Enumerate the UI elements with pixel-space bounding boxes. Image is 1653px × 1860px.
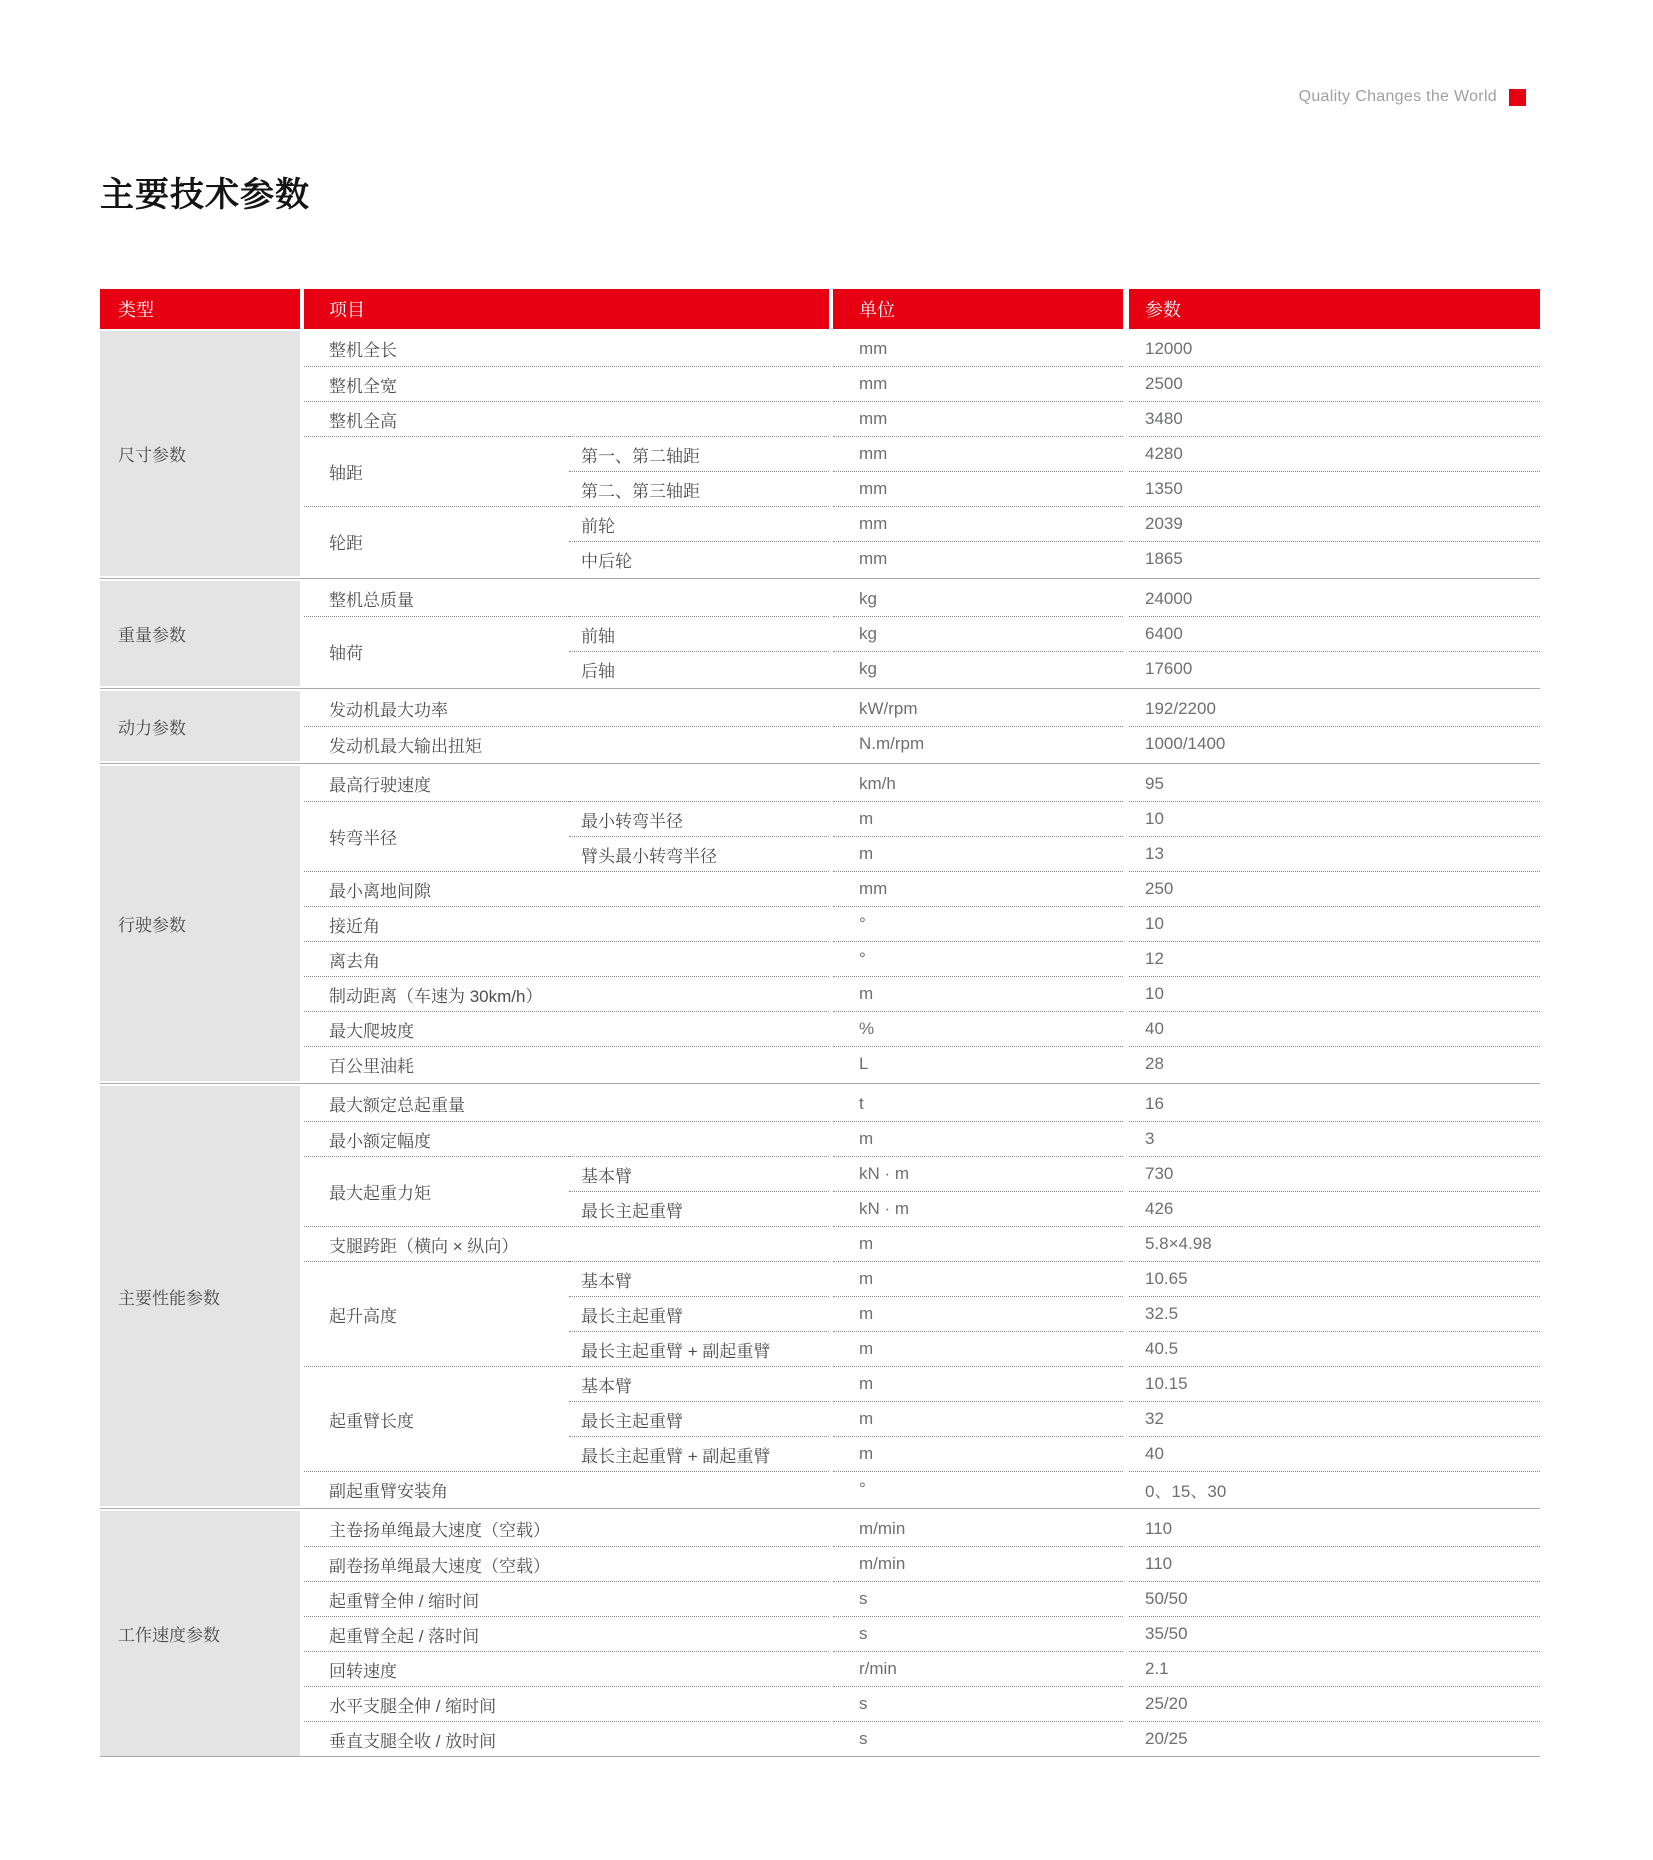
table-row-cells	[829, 906, 1540, 941]
table-subrow	[829, 1511, 1540, 1546]
table-subrow	[829, 1226, 1540, 1261]
table-row	[304, 1046, 1540, 1081]
table-subrow	[829, 871, 1540, 906]
spec-subitem-label: 最长主起重臂	[569, 1401, 829, 1436]
spec-parameter-value: 10.65	[1129, 1261, 1540, 1296]
table-subrow	[569, 1401, 1540, 1436]
spec-subitem-label: 中后轮	[569, 541, 829, 576]
spec-item-label: 整机全宽	[304, 366, 829, 401]
table-row-cells	[829, 581, 1540, 616]
spec-group	[100, 331, 1540, 576]
spec-item-label: 垂直支腿全收 / 放时间	[304, 1721, 829, 1756]
spec-parameter-value: 10.15	[1129, 1366, 1540, 1401]
table-row	[304, 331, 1540, 366]
spec-unit-value: mm	[833, 401, 1123, 436]
spec-parameter-value: 35/50	[1129, 1616, 1540, 1651]
table-subrow	[829, 1616, 1540, 1651]
column-header-unit: 单位	[833, 289, 1123, 329]
table-subrow	[569, 1366, 1540, 1401]
spec-unit-value: °	[833, 1471, 1123, 1506]
spec-parameter-value: 20/25	[1129, 1721, 1540, 1756]
spec-subitem-label: 后轴	[569, 651, 829, 686]
table-row-cells	[829, 1511, 1540, 1546]
page-title: 主要技术参数	[100, 176, 310, 214]
spec-item-label: 起重臂长度	[304, 1366, 569, 1471]
spec-item-label: 最大额定总起重量	[329, 1096, 465, 1115]
table-subrow	[829, 1471, 1540, 1506]
spec-parameter-value: 6400	[1129, 616, 1540, 651]
spec-item-label: 制动距离（车速为 30km/h）	[304, 976, 829, 1011]
spec-parameter-value: 1350	[1129, 471, 1540, 506]
table-row-cells	[569, 1366, 1540, 1471]
table-row-cells	[829, 1686, 1540, 1721]
table-subrow	[829, 1686, 1540, 1721]
spec-item-label: 轴距	[304, 436, 569, 506]
brand-slogan: Quality Changes the World	[1298, 88, 1497, 105]
table-row	[304, 801, 1540, 871]
spec-group-rows	[304, 581, 1540, 686]
table-row-cells	[829, 401, 1540, 436]
table-row-cells	[569, 506, 1540, 576]
table-row-cells	[569, 1261, 1540, 1366]
spec-unit-value: s	[833, 1616, 1123, 1651]
table-subrow	[569, 836, 1540, 871]
table-subrow	[829, 366, 1540, 401]
spec-item-label: 接近角	[304, 906, 829, 941]
spec-subitem-label: 基本臂	[569, 1156, 829, 1191]
spec-unit-value: kW/rpm	[859, 698, 918, 718]
table-row	[304, 871, 1540, 906]
table-row-cells	[829, 1651, 1540, 1686]
spec-parameter-value: 2500	[1129, 366, 1540, 401]
spec-parameter-value: 50/50	[1129, 1581, 1540, 1616]
brand-mark-icon	[1509, 89, 1526, 106]
spec-unit-value: s	[833, 1686, 1123, 1721]
spec-item-label: 最高行驶速度	[329, 776, 431, 795]
spec-subitem-label: 基本臂	[569, 1261, 829, 1296]
spec-item-label: 发动机最大输出扭矩	[304, 726, 829, 761]
table-row	[304, 1011, 1540, 1046]
table-row	[304, 1651, 1540, 1686]
table-row-cells	[829, 1546, 1540, 1581]
table-row-cells	[569, 801, 1540, 871]
table-row-cells	[829, 1086, 1540, 1121]
table-subrow	[569, 436, 1540, 471]
spec-item-label: 水平支腿全伸 / 缩时间	[304, 1686, 829, 1721]
spec-parameter-value: 250	[1129, 871, 1540, 906]
table-row-cells	[829, 1121, 1540, 1156]
spec-subitem-label: 第二、第三轴距	[569, 471, 829, 506]
spec-item-label: 最小离地间隙	[304, 871, 829, 906]
table-row	[304, 581, 1540, 616]
spec-parameter-value: 110	[1145, 1518, 1173, 1538]
spec-parameter-value: 40	[1129, 1011, 1540, 1046]
table-subrow	[829, 331, 1540, 366]
table-subrow	[829, 941, 1540, 976]
table-subrow	[569, 1331, 1540, 1366]
spec-item-label: 支腿跨距（横向 × 纵向）	[304, 1226, 829, 1261]
spec-unit-value: t	[859, 1093, 864, 1113]
spec-group-type-label: 重量参数	[100, 581, 300, 686]
spec-parameter-value: 192/2200	[1145, 698, 1216, 718]
table-row	[304, 941, 1540, 976]
spec-subitem-label: 最长主起重臂	[569, 1296, 829, 1331]
table-row-cells	[829, 871, 1540, 906]
spec-group-rows	[304, 691, 1540, 761]
spec-parameter-value: 32	[1129, 1401, 1540, 1436]
spec-parameter-value: 1865	[1129, 541, 1540, 576]
table-row-cells	[829, 941, 1540, 976]
table-subrow	[569, 1156, 1540, 1191]
spec-item-label: 起重臂全伸 / 缩时间	[304, 1581, 829, 1616]
table-subrow	[829, 1011, 1540, 1046]
table-header-row	[100, 289, 1540, 329]
spec-group	[100, 1083, 1540, 1506]
spec-parameter-value: 28	[1129, 1046, 1540, 1081]
spec-unit-value: m	[833, 1121, 1123, 1156]
spec-unit-value: m	[833, 836, 1123, 871]
spec-item-label: 最大爬坡度	[304, 1011, 829, 1046]
table-row-cells	[829, 976, 1540, 1011]
spec-unit-value: kN · m	[833, 1191, 1123, 1226]
spec-unit-value: m	[833, 801, 1123, 836]
table-row	[304, 1546, 1540, 1581]
table-subrow	[569, 651, 1540, 686]
spec-unit-value: L	[833, 1046, 1123, 1081]
spec-unit-value: s	[833, 1721, 1123, 1756]
table-row-cells	[829, 1471, 1540, 1506]
spec-item-label: 最大起重力矩	[304, 1156, 569, 1226]
table-row	[304, 1226, 1540, 1261]
spec-subitem-label: 基本臂	[569, 1366, 829, 1401]
spec-item-label: 轮距	[304, 506, 569, 576]
spec-item-label: 最小额定幅度	[304, 1121, 829, 1156]
spec-item-label: 主卷扬单绳最大速度（空载）	[329, 1521, 550, 1540]
table-row	[304, 366, 1540, 401]
spec-parameter-value: 110	[1129, 1546, 1540, 1581]
spec-group-type-label: 主要性能参数	[100, 1086, 300, 1506]
table-subrow	[569, 506, 1540, 541]
table-row	[304, 1721, 1540, 1756]
table-row-cells	[829, 726, 1540, 761]
spec-unit-value: N.m/rpm	[833, 726, 1123, 761]
table-body	[100, 331, 1540, 1757]
table-subrow	[569, 541, 1540, 576]
spec-unit-value: m/min	[859, 1518, 906, 1538]
table-row	[304, 726, 1540, 761]
spec-unit-value: s	[833, 1581, 1123, 1616]
spec-item-label: 起升高度	[304, 1261, 569, 1366]
spec-parameter-value: 40	[1129, 1436, 1540, 1471]
spec-parameter-value: 2039	[1129, 506, 1540, 541]
spec-unit-value: mm	[833, 506, 1123, 541]
spec-unit-value: mm	[833, 471, 1123, 506]
spec-parameter-value: 2.1	[1129, 1651, 1540, 1686]
spec-subitem-label: 最长主起重臂 + 副起重臂	[569, 1331, 829, 1366]
spec-item-label: 整机总质量	[329, 591, 414, 610]
table-subrow	[569, 1296, 1540, 1331]
spec-parameter-value: 17600	[1129, 651, 1540, 686]
table-row-cells	[569, 616, 1540, 686]
spec-parameter-value: 24000	[1145, 588, 1193, 608]
spec-parameter-value: 13	[1129, 836, 1540, 871]
table-row	[304, 1511, 1540, 1546]
spec-unit-value: m	[833, 1331, 1123, 1366]
spec-parameter-value: 10	[1129, 906, 1540, 941]
spec-unit-value: mm	[833, 871, 1123, 906]
column-header-type: 类型	[100, 289, 300, 329]
table-row-cells	[569, 436, 1540, 506]
spec-unit-value: km/h	[859, 773, 896, 793]
spec-unit-value: °	[833, 941, 1123, 976]
table-subrow	[829, 726, 1540, 761]
spec-unit-value: m	[833, 1366, 1123, 1401]
table-row	[304, 1616, 1540, 1651]
spec-unit-value: mm	[833, 541, 1123, 576]
table-row	[304, 1156, 1540, 1226]
spec-parameter-value: 25/20	[1129, 1686, 1540, 1721]
table-subrow	[829, 401, 1540, 436]
table-row	[304, 506, 1540, 576]
spec-parameter-value: 12000	[1145, 338, 1193, 358]
spec-group-type-label: 尺寸参数	[100, 331, 300, 576]
table-subrow	[829, 1546, 1540, 1581]
spec-unit-value: kg	[833, 616, 1123, 651]
table-row-cells	[829, 691, 1540, 726]
spec-item-label: 离去角	[304, 941, 829, 976]
spec-unit-value: °	[833, 906, 1123, 941]
table-subrow	[829, 1086, 1540, 1121]
table-subrow	[569, 1191, 1540, 1226]
spec-group	[100, 763, 1540, 1081]
table-subrow	[829, 691, 1540, 726]
spec-item-label: 转弯半径	[304, 801, 569, 871]
table-row-cells	[829, 331, 1540, 366]
table-row	[304, 766, 1540, 801]
spec-parameter-value: 3480	[1129, 401, 1540, 436]
table-subrow	[829, 581, 1540, 616]
spec-subitem-label: 前轮	[569, 506, 829, 541]
spec-unit-value: m	[833, 1261, 1123, 1296]
table-row	[304, 691, 1540, 726]
table-row	[304, 1686, 1540, 1721]
column-header-value: 参数	[1129, 289, 1540, 329]
spec-item-label: 起重臂全起 / 落时间	[304, 1616, 829, 1651]
spec-unit-value: m	[833, 976, 1123, 1011]
spec-subitem-label: 前轴	[569, 616, 829, 651]
spec-unit-value: m	[833, 1226, 1123, 1261]
table-row-cells	[829, 1581, 1540, 1616]
table-subrow	[569, 616, 1540, 651]
spec-parameter-value: 730	[1129, 1156, 1540, 1191]
spec-item-label: 副起重臂安装角	[304, 1471, 829, 1506]
table-row-cells	[829, 1011, 1540, 1046]
spec-subitem-label: 第一、第二轴距	[569, 436, 829, 471]
spec-unit-value: kN · m	[833, 1156, 1123, 1191]
column-header-item: 项目	[304, 289, 829, 329]
spec-parameter-value: 10	[1129, 976, 1540, 1011]
spec-parameter-value: 40.5	[1129, 1331, 1540, 1366]
spec-item-label: 整机全高	[304, 401, 829, 436]
spec-group-rows	[304, 766, 1540, 1081]
table-subrow	[569, 1261, 1540, 1296]
spec-group-rows	[304, 1086, 1540, 1506]
spec-group	[100, 1508, 1540, 1756]
spec-group	[100, 688, 1540, 761]
spec-unit-value: m	[833, 1436, 1123, 1471]
spec-group	[100, 578, 1540, 686]
table-row-cells	[829, 1616, 1540, 1651]
page-header	[0, 0, 1526, 106]
spec-subitem-label: 臂头最小转弯半径	[569, 836, 829, 871]
spec-unit-value: %	[833, 1011, 1123, 1046]
table-row	[304, 1086, 1540, 1121]
spec-unit-value: r/min	[833, 1651, 1123, 1686]
table-subrow	[829, 906, 1540, 941]
table-row	[304, 436, 1540, 506]
spec-parameter-value: 12	[1129, 941, 1540, 976]
spec-item-label: 整机全长	[329, 341, 397, 360]
spec-parameter-value: 10	[1129, 801, 1540, 836]
table-subrow	[829, 976, 1540, 1011]
spec-parameter-value: 5.8×4.98	[1129, 1226, 1540, 1261]
table-row	[304, 616, 1540, 686]
table-row-cells	[829, 1046, 1540, 1081]
spec-parameter-value: 1000/1400	[1129, 726, 1540, 761]
table-row	[304, 1121, 1540, 1156]
table-row	[304, 401, 1540, 436]
table-row-cells	[829, 1226, 1540, 1261]
spec-unit-value: m	[833, 1401, 1123, 1436]
table-row	[304, 1261, 1540, 1366]
spec-table	[100, 289, 1540, 1757]
spec-unit-value: m	[833, 1296, 1123, 1331]
spec-parameter-value: 3	[1129, 1121, 1540, 1156]
spec-group-type-label: 动力参数	[100, 691, 300, 761]
table-subrow	[829, 1046, 1540, 1081]
spec-subitem-label: 最长主起重臂	[569, 1191, 829, 1226]
spec-unit-value: kg	[859, 588, 877, 608]
spec-parameter-value: 16	[1145, 1093, 1164, 1113]
spec-parameter-value: 95	[1145, 773, 1164, 793]
spec-parameter-value: 426	[1129, 1191, 1540, 1226]
table-subrow	[569, 1436, 1540, 1471]
spec-item-label: 回转速度	[304, 1651, 829, 1686]
table-subrow	[829, 766, 1540, 801]
table-subrow	[829, 1651, 1540, 1686]
spec-item-label: 百公里油耗	[304, 1046, 829, 1081]
spec-item-label: 副卷扬单绳最大速度（空载）	[304, 1546, 829, 1581]
table-row	[304, 1581, 1540, 1616]
spec-group-type-label: 行驶参数	[100, 766, 300, 1081]
spec-group-rows	[304, 331, 1540, 576]
spec-item-label: 轴荷	[304, 616, 569, 686]
spec-unit-value: mm	[833, 366, 1123, 401]
table-row	[304, 1366, 1540, 1471]
spec-parameter-value: 32.5	[1129, 1296, 1540, 1331]
spec-subitem-label: 最小转弯半径	[569, 801, 829, 836]
table-subrow	[829, 1581, 1540, 1616]
table-subrow	[569, 801, 1540, 836]
spec-unit-value: mm	[859, 338, 888, 358]
spec-group-type-label: 工作速度参数	[100, 1511, 300, 1756]
spec-unit-value: kg	[833, 651, 1123, 686]
spec-group-rows	[304, 1511, 1540, 1756]
spec-subitem-label: 最长主起重臂 + 副起重臂	[569, 1436, 829, 1471]
table-row	[304, 906, 1540, 941]
table-subrow	[829, 1121, 1540, 1156]
spec-item-label: 发动机最大功率	[329, 701, 448, 720]
table-row	[304, 976, 1540, 1011]
table-row	[304, 1471, 1540, 1506]
table-row-cells	[829, 366, 1540, 401]
table-subrow	[829, 1721, 1540, 1756]
spec-parameter-value: 4280	[1129, 436, 1540, 471]
table-row-cells	[569, 1156, 1540, 1226]
table-row-cells	[829, 1721, 1540, 1756]
table-subrow	[569, 471, 1540, 506]
table-row-cells	[829, 766, 1540, 801]
spec-parameter-value: 0、15、30	[1129, 1471, 1540, 1506]
spec-unit-value: m/min	[833, 1546, 1123, 1581]
spec-unit-value: mm	[833, 436, 1123, 471]
